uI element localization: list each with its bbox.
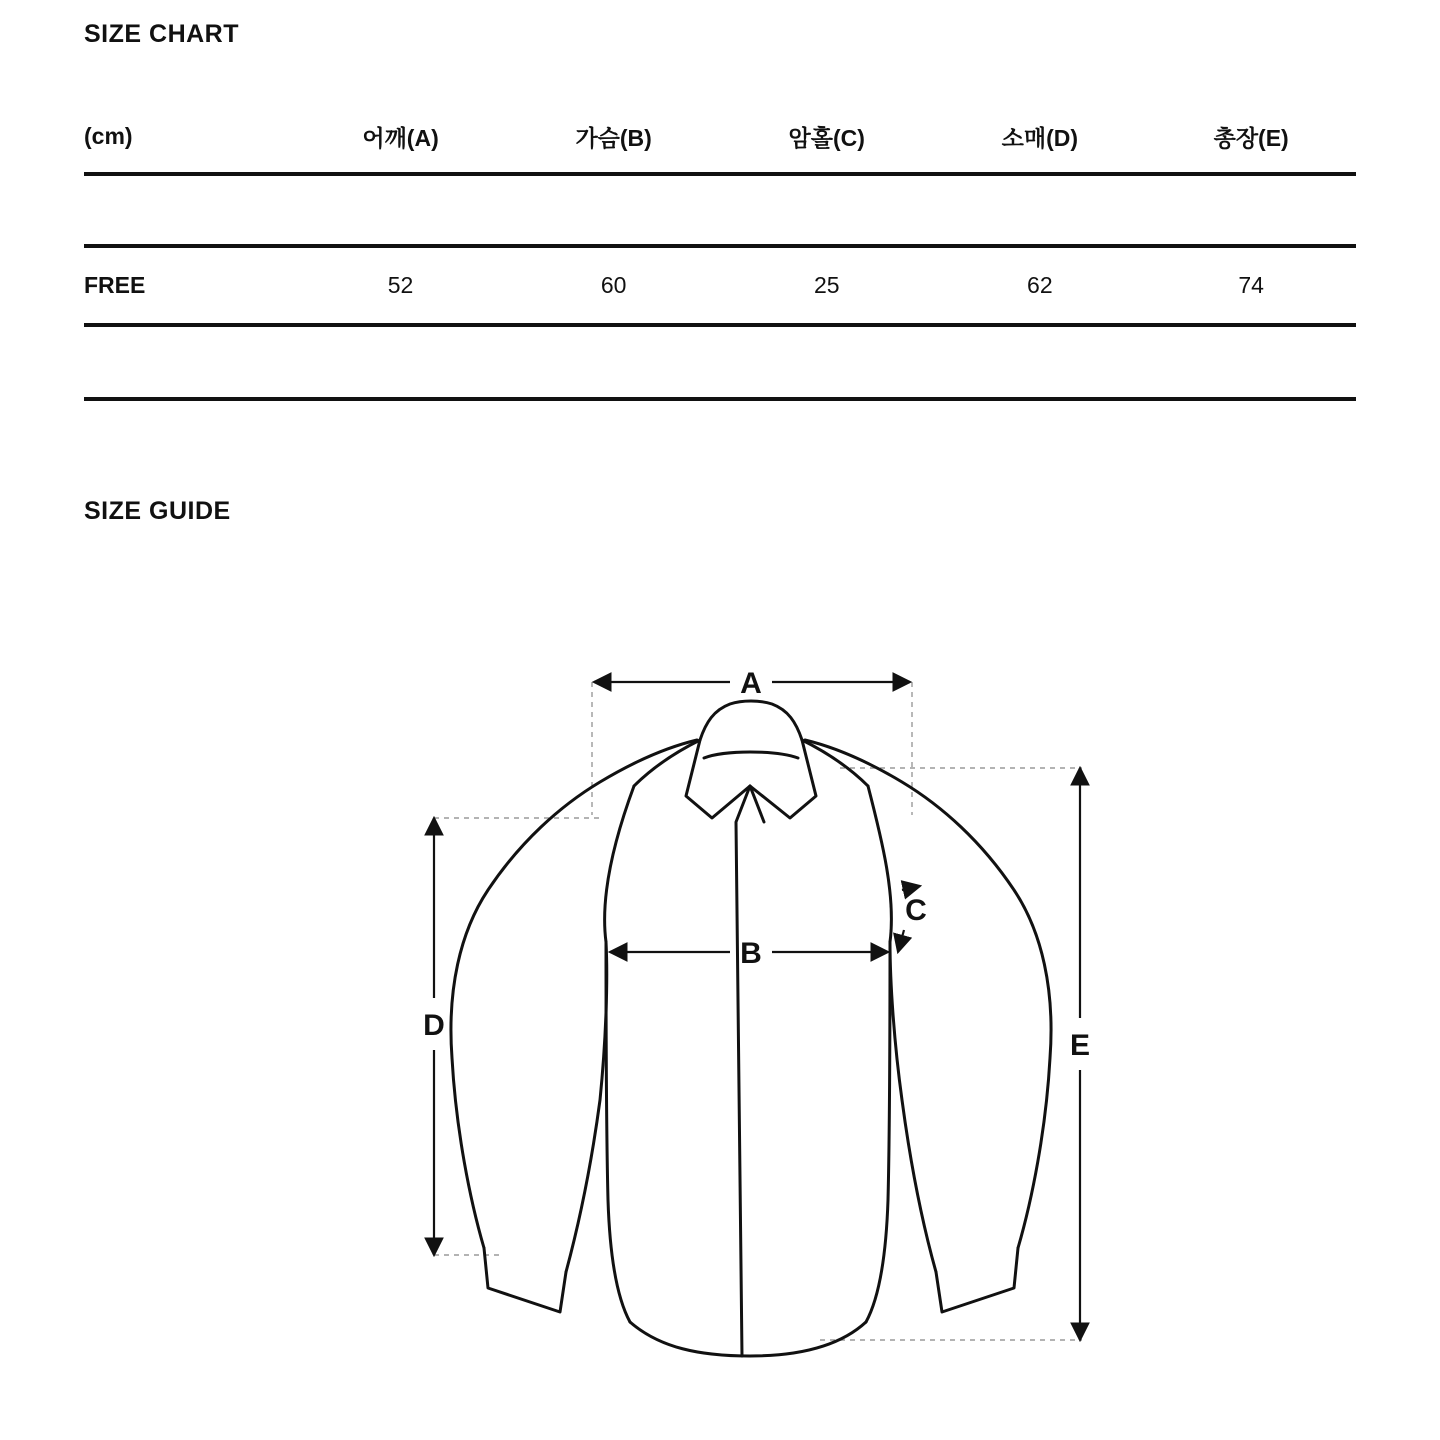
size-chart-header	[84, 100, 1356, 174]
dimension-label-b: B	[740, 937, 762, 970]
spacer-cell	[507, 174, 720, 246]
footer-cell	[933, 325, 1146, 399]
table-footer-row	[84, 325, 1356, 399]
footer-cell	[294, 325, 507, 399]
size-chart-heading: SIZE CHART	[84, 20, 239, 48]
table-spacer-row	[84, 174, 1356, 246]
spacer-cell	[933, 174, 1146, 246]
footer-cell	[720, 325, 933, 399]
size-guide-illustration	[0, 600, 1440, 1420]
dimension-label-a: A	[740, 667, 762, 700]
dimension-arrows	[434, 682, 1080, 1340]
table-row	[84, 246, 1356, 325]
spacer-cell	[84, 174, 294, 246]
column-header-armhole: 암홀(C)	[788, 124, 865, 151]
cell-shoulder: 52	[294, 246, 507, 325]
size-chart-body	[84, 174, 1356, 399]
cell-sleeve: 62	[933, 246, 1146, 325]
dimension-label-d: D	[423, 1009, 445, 1042]
column-header-chest: 가슴(B)	[575, 124, 652, 151]
size-chart-table	[84, 100, 1356, 401]
cell-length: 74	[1146, 246, 1356, 325]
spacer-cell	[720, 174, 933, 246]
spacer-cell	[1146, 174, 1356, 246]
spacer-cell	[294, 174, 507, 246]
column-header-shoulder: 어깨(A)	[362, 124, 439, 151]
row-label-free: FREE	[84, 246, 294, 325]
column-header-length: 총장(E)	[1213, 124, 1289, 151]
column-header-sleeve: 소매(D)	[1001, 124, 1079, 151]
dimension-label-e: E	[1069, 1029, 1091, 1062]
size-guide-heading: SIZE GUIDE	[84, 497, 231, 525]
guide-dashed-lines	[434, 682, 1082, 1340]
unit-header: (cm)	[84, 122, 133, 149]
shirt-outline	[451, 701, 1051, 1356]
footer-cell	[507, 325, 720, 399]
dimension-label-c: C	[905, 894, 927, 927]
cell-chest: 60	[507, 246, 720, 325]
table-header-row	[84, 100, 1356, 174]
cell-armhole: 25	[720, 246, 933, 325]
footer-cell	[84, 325, 294, 399]
footer-cell	[1146, 325, 1356, 399]
